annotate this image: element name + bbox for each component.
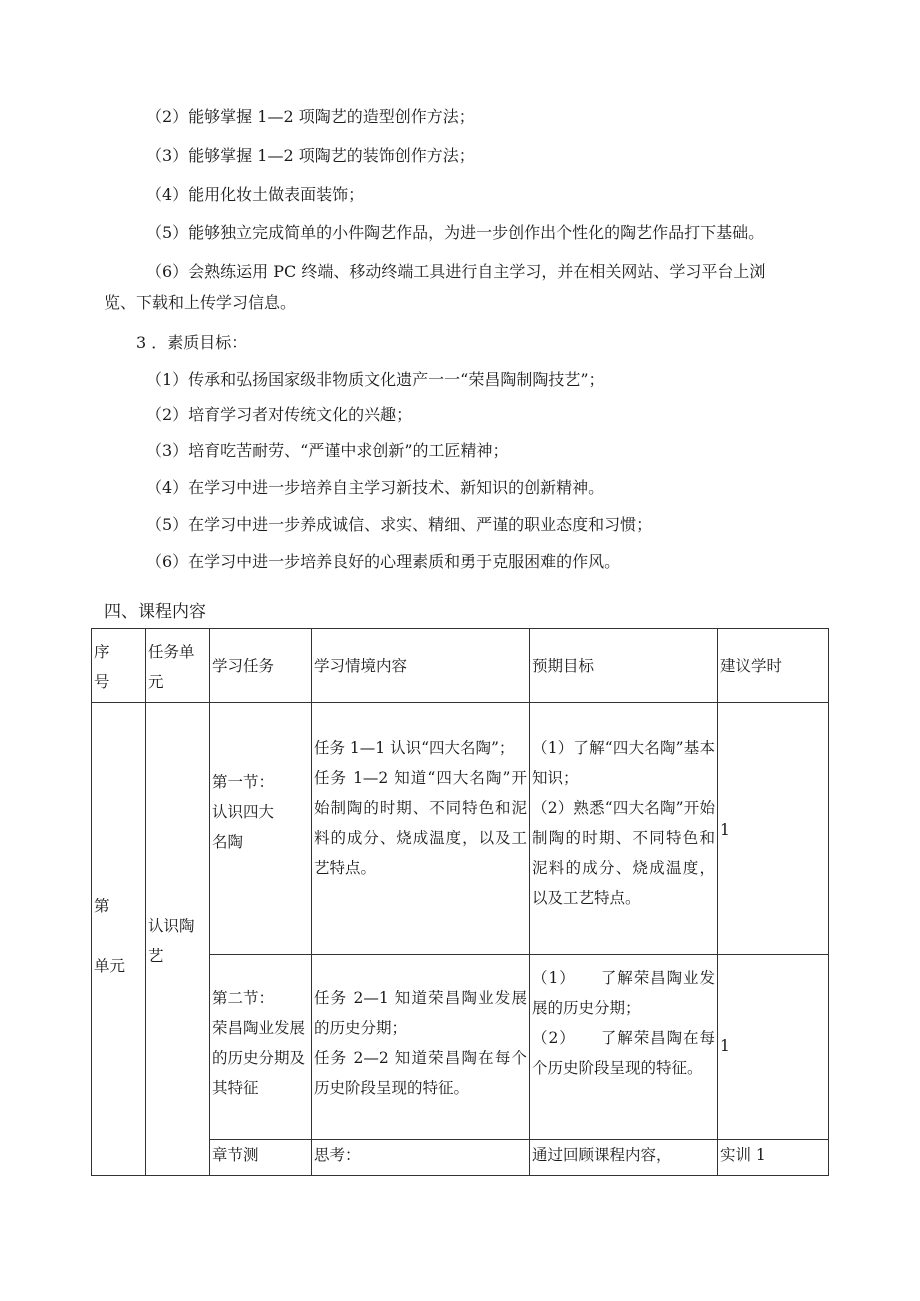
table-header-row xyxy=(92,629,829,703)
quality-heading: 3 ．素质目标： xyxy=(136,333,248,352)
table-row xyxy=(92,703,829,955)
quality-item-1: （1）传承和弘扬国家级非物质文化遗产一一“荣昌陶制陶技艺”； xyxy=(146,370,605,389)
hours-cell: 实训 1 xyxy=(718,1140,829,1176)
section-heading-course-content: 四、课程内容 xyxy=(104,602,206,622)
skill-item-3: （3）能够掌握 1—2 项陶艺的装饰创作方法； xyxy=(146,146,475,165)
goal-cell: （1） 了解荣昌陶业发展的历史分期； （2） 了解荣昌陶在每个历史阶段呈现的特征。 xyxy=(530,955,718,1140)
header-suggested-hours: 建议学时 xyxy=(718,629,829,703)
skill-item-5: （5）能够独立完成简单的小件陶艺作品，为进一步创作出个性化的陶艺作品打下基础。 xyxy=(146,223,765,242)
content-cell: 思考： xyxy=(312,1140,530,1176)
unit-name-cell: 认识陶 艺 xyxy=(146,703,210,1176)
quality-item-6: （6）在学习中进一步培养良好的心理素质和勇于克服困难的作风。 xyxy=(146,552,621,571)
quality-item-5: （5）在学习中进一步养成诚信、求实、精细、严谨的职业态度和习惯； xyxy=(146,515,653,534)
hours-cell: 1 xyxy=(718,703,829,955)
goal-cell: 通过回顾课程内容， xyxy=(530,1140,718,1176)
task-cell: 章节测 xyxy=(210,1140,312,1176)
content-cell: 任务 2—1 知道荣昌陶业发展的历史分期； 任务 2—2 知道荣昌陶在每个历史阶段呈现的特征。 xyxy=(312,955,530,1140)
header-context-content: 学习情境内容 xyxy=(312,629,530,703)
header-serial: 序 号 xyxy=(92,629,146,703)
hours-cell: 1 xyxy=(718,955,829,1140)
skill-item-6-continuation: 览、下载和上传学习信息。 xyxy=(104,293,297,312)
quality-item-4: （4）在学习中进一步培养自主学习新技术、新知识的创新精神。 xyxy=(146,478,605,497)
header-task-unit: 任务单 元 xyxy=(146,629,210,703)
goal-cell: （1）了解“四大名陶”基本知识； （2）熟悉“四大名陶”开始制陶的时期、不同特色和泥料的成分、烧成温度，以及工艺特点。 xyxy=(530,703,718,955)
content-cell: 任务 1—1 认识“四大名陶”； 任务 1—2 知道“四大名陶”开始制陶的时期、不同特色和泥料的成分、烧成温度，以及工艺特点。 xyxy=(312,703,530,955)
skill-item-4: （4）能用化妆土做表面装饰； xyxy=(146,185,365,204)
task-cell: 第一节： 认识四大 名陶 xyxy=(210,703,312,955)
quality-item-3: （3）培育吃苦耐劳、“严谨中求创新”的工匠精神； xyxy=(146,441,509,460)
unit-number-cell: 第 单元 xyxy=(92,703,146,1176)
header-learning-task: 学习任务 xyxy=(210,629,312,703)
quality-item-2: （2）培育学习者对传统文化的兴趣； xyxy=(146,405,413,424)
skill-item-6: （6）会熟练运用 PC 终端、移动终端工具进行自主学习，并在相关网站、学习平台上浏 xyxy=(146,262,766,281)
skill-item-2: （2）能够掌握 1—2 项陶艺的造型创作方法； xyxy=(146,107,475,126)
course-content-table xyxy=(91,628,829,1176)
header-expected-goal: 预期目标 xyxy=(530,629,718,703)
task-cell: 第二节： 荣昌陶业发展的历史分期及其特征 xyxy=(210,955,312,1140)
